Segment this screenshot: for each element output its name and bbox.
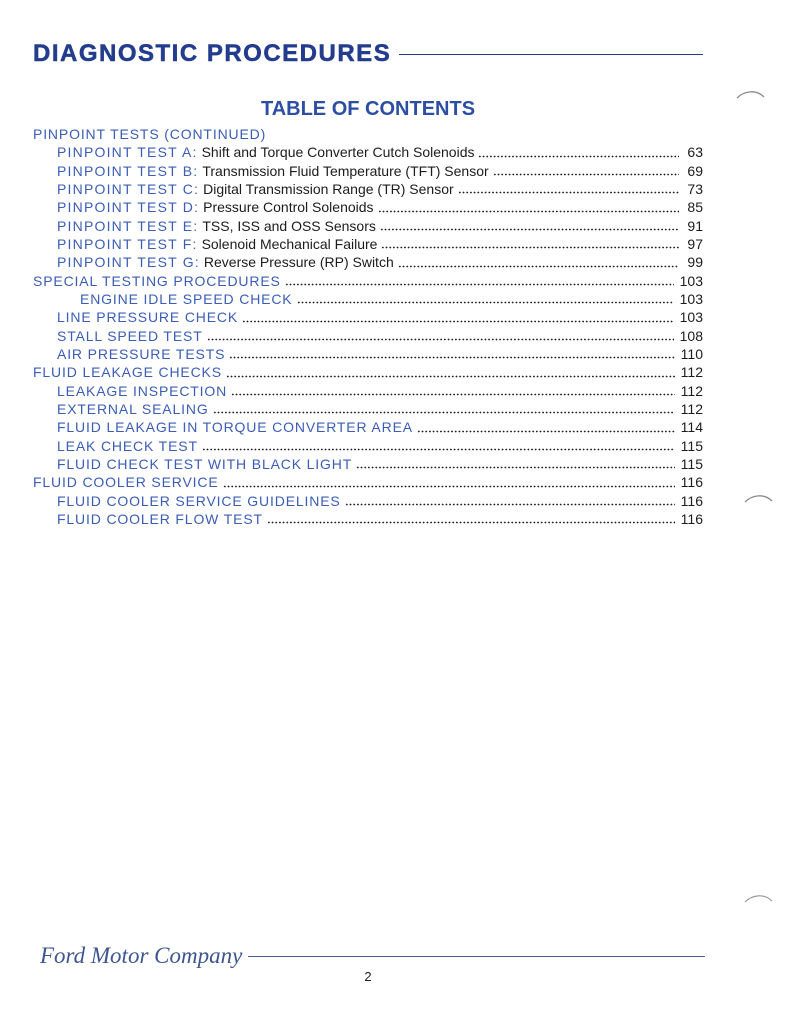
toc-entry-page: 85	[687, 199, 703, 216]
toc-entry-label: PINPOINT TEST B:	[57, 162, 199, 179]
leader-dots	[207, 327, 674, 345]
leader-dots	[398, 253, 679, 271]
toc-entry-fluid-leakage-torque-converter	[33, 418, 703, 436]
leader-dots	[226, 363, 675, 381]
toc-entry-stall-speed-test	[33, 327, 703, 345]
ford-motor-company-logo: Ford Motor Company	[40, 943, 243, 968]
toc-entry-label: PINPOINT TEST A:	[57, 144, 198, 161]
toc-entry-page: 112	[680, 382, 703, 399]
leader-dots	[231, 382, 675, 400]
toc-entry-pinpoint-test-b	[33, 162, 703, 180]
footer-rule	[248, 956, 705, 957]
toc-entry-pinpoint-test-e	[33, 217, 703, 235]
binder-hole-shadow	[744, 893, 774, 907]
leader-dots	[380, 217, 679, 235]
toc-entry-leakage-inspection	[33, 382, 703, 400]
toc-entry-page: 112	[680, 400, 703, 417]
toc-entry-page: 115	[680, 437, 703, 454]
page-header	[33, 40, 703, 68]
toc-section-fluid-leakage-checks	[33, 363, 703, 381]
toc-entry-fluid-check-black-light	[33, 455, 703, 473]
toc-entry-label: FLUID LEAKAGE CHECKS	[33, 364, 222, 381]
page-footer	[40, 943, 705, 969]
toc-entry-label: LEAK CHECK TEST	[57, 437, 198, 454]
toc-entry-page: 112	[680, 364, 703, 381]
toc-entry-external-sealing	[33, 400, 703, 418]
toc-entry-label: STALL SPEED TEST	[57, 327, 203, 344]
leader-dots	[223, 473, 675, 491]
toc-entry-engine-idle-speed-check	[33, 290, 703, 308]
leader-dots	[378, 198, 679, 216]
toc-entry-detail: Pressure Control Solenoids	[203, 199, 374, 216]
toc-entry-line-pressure-check	[33, 308, 703, 326]
toc-entry-page: 103	[679, 290, 703, 307]
toc-entry-page: 115	[680, 455, 703, 472]
toc-entry-label: PINPOINT TESTS (CONTINUED)	[33, 126, 267, 142]
toc-entry-page: 114	[680, 419, 703, 436]
toc-section-pinpoint-tests	[33, 125, 703, 143]
toc-entry-page: 69	[687, 162, 703, 179]
leader-dots	[493, 162, 679, 180]
toc-entry-page: 103	[679, 272, 703, 289]
toc-entry-page: 91	[687, 217, 703, 234]
toc-entry-label: EXTERNAL SEALING	[57, 400, 209, 417]
toc-entry-detail: TSS, ISS and OSS Sensors	[202, 217, 376, 234]
leader-dots	[458, 180, 679, 198]
header-rule	[399, 54, 703, 56]
toc-entry-label: SPECIAL TESTING PROCEDURES	[33, 272, 281, 289]
leader-dots	[345, 492, 675, 510]
toc-entry-page: 116	[680, 492, 703, 509]
toc-entry-label: PINPOINT TEST F:	[57, 235, 198, 252]
toc-entry-label: LEAKAGE INSPECTION	[57, 382, 228, 399]
toc-entry-pinpoint-test-g	[33, 253, 703, 271]
toc-entry-page: 110	[680, 345, 703, 362]
toc-entry-page: 99	[687, 254, 703, 271]
leader-dots	[478, 143, 679, 161]
toc-entry-fluid-cooler-service-guidelines	[33, 492, 703, 510]
toc-section-fluid-cooler-service	[33, 473, 703, 491]
toc-entry-leak-check-test	[33, 437, 703, 455]
leader-dots	[267, 510, 675, 528]
toc-entry-page: 63	[687, 144, 703, 161]
toc-entry-label: PINPOINT TEST C:	[57, 180, 200, 197]
toc-entry-label: ENGINE IDLE SPEED CHECK	[80, 290, 293, 307]
toc-entry-label: FLUID COOLER FLOW TEST	[57, 510, 263, 527]
leader-dots	[417, 418, 675, 436]
binder-hole-shadow	[736, 89, 766, 103]
toc-entry-pinpoint-test-d	[33, 198, 703, 216]
toc-entry-page: 116	[680, 510, 703, 527]
leader-dots	[242, 308, 674, 326]
section-title: DIAGNOSTIC PROCEDURES	[33, 40, 392, 67]
toc-entry-label: FLUID COOLER SERVICE	[33, 474, 219, 491]
toc-entry-air-pressure-tests	[33, 345, 703, 363]
leader-dots	[229, 345, 674, 363]
leader-dots	[356, 455, 675, 473]
toc-entry-label: LINE PRESSURE CHECK	[57, 309, 239, 326]
toc-entry-label: FLUID CHECK TEST WITH BLACK LIGHT	[57, 455, 353, 472]
toc-entry-detail: Shift and Torque Converter Cutch Solenoids	[201, 144, 475, 161]
leader-dots	[381, 235, 679, 253]
toc-entry-pinpoint-test-a	[33, 143, 703, 161]
leader-dots	[297, 290, 674, 308]
toc-entry-label: PINPOINT TEST D:	[57, 199, 200, 216]
toc-entry-page: 97	[687, 235, 703, 252]
page-number: 2	[364, 969, 372, 984]
toc-entry-detail: Solenoid Mechanical Failure	[201, 235, 378, 252]
toc-title: TABLE OF CONTENTS	[260, 98, 476, 120]
toc-entry-label: PINPOINT TEST E:	[57, 217, 199, 234]
table-of-contents	[33, 125, 703, 528]
toc-entry-page: 108	[679, 327, 703, 344]
toc-entry-detail: Transmission Fluid Temperature (TFT) Sensor	[202, 162, 489, 179]
toc-entry-pinpoint-test-c	[33, 180, 703, 198]
toc-entry-label: FLUID COOLER SERVICE GUIDELINES	[57, 492, 341, 509]
toc-entry-label: PINPOINT TEST G:	[57, 254, 200, 271]
toc-entry-detail: Reverse Pressure (RP) Switch	[203, 254, 394, 271]
toc-entry-label: AIR PRESSURE TESTS	[57, 345, 226, 362]
leader-dots	[213, 400, 675, 418]
toc-entry-fluid-cooler-flow-test	[33, 510, 703, 528]
toc-entry-detail: Digital Transmission Range (TR) Sensor	[203, 180, 454, 197]
binder-hole-shadow	[744, 493, 774, 507]
toc-entry-page: 103	[679, 309, 703, 326]
toc-entry-page: 73	[687, 180, 703, 197]
toc-entry-label: FLUID LEAKAGE IN TORQUE CONVERTER AREA	[57, 419, 413, 436]
toc-entry-page: 116	[680, 474, 703, 491]
toc-section-special-testing-procedures	[33, 272, 703, 290]
leader-dots	[202, 437, 675, 455]
leader-dots	[285, 272, 674, 290]
toc-entry-pinpoint-test-f	[33, 235, 703, 253]
